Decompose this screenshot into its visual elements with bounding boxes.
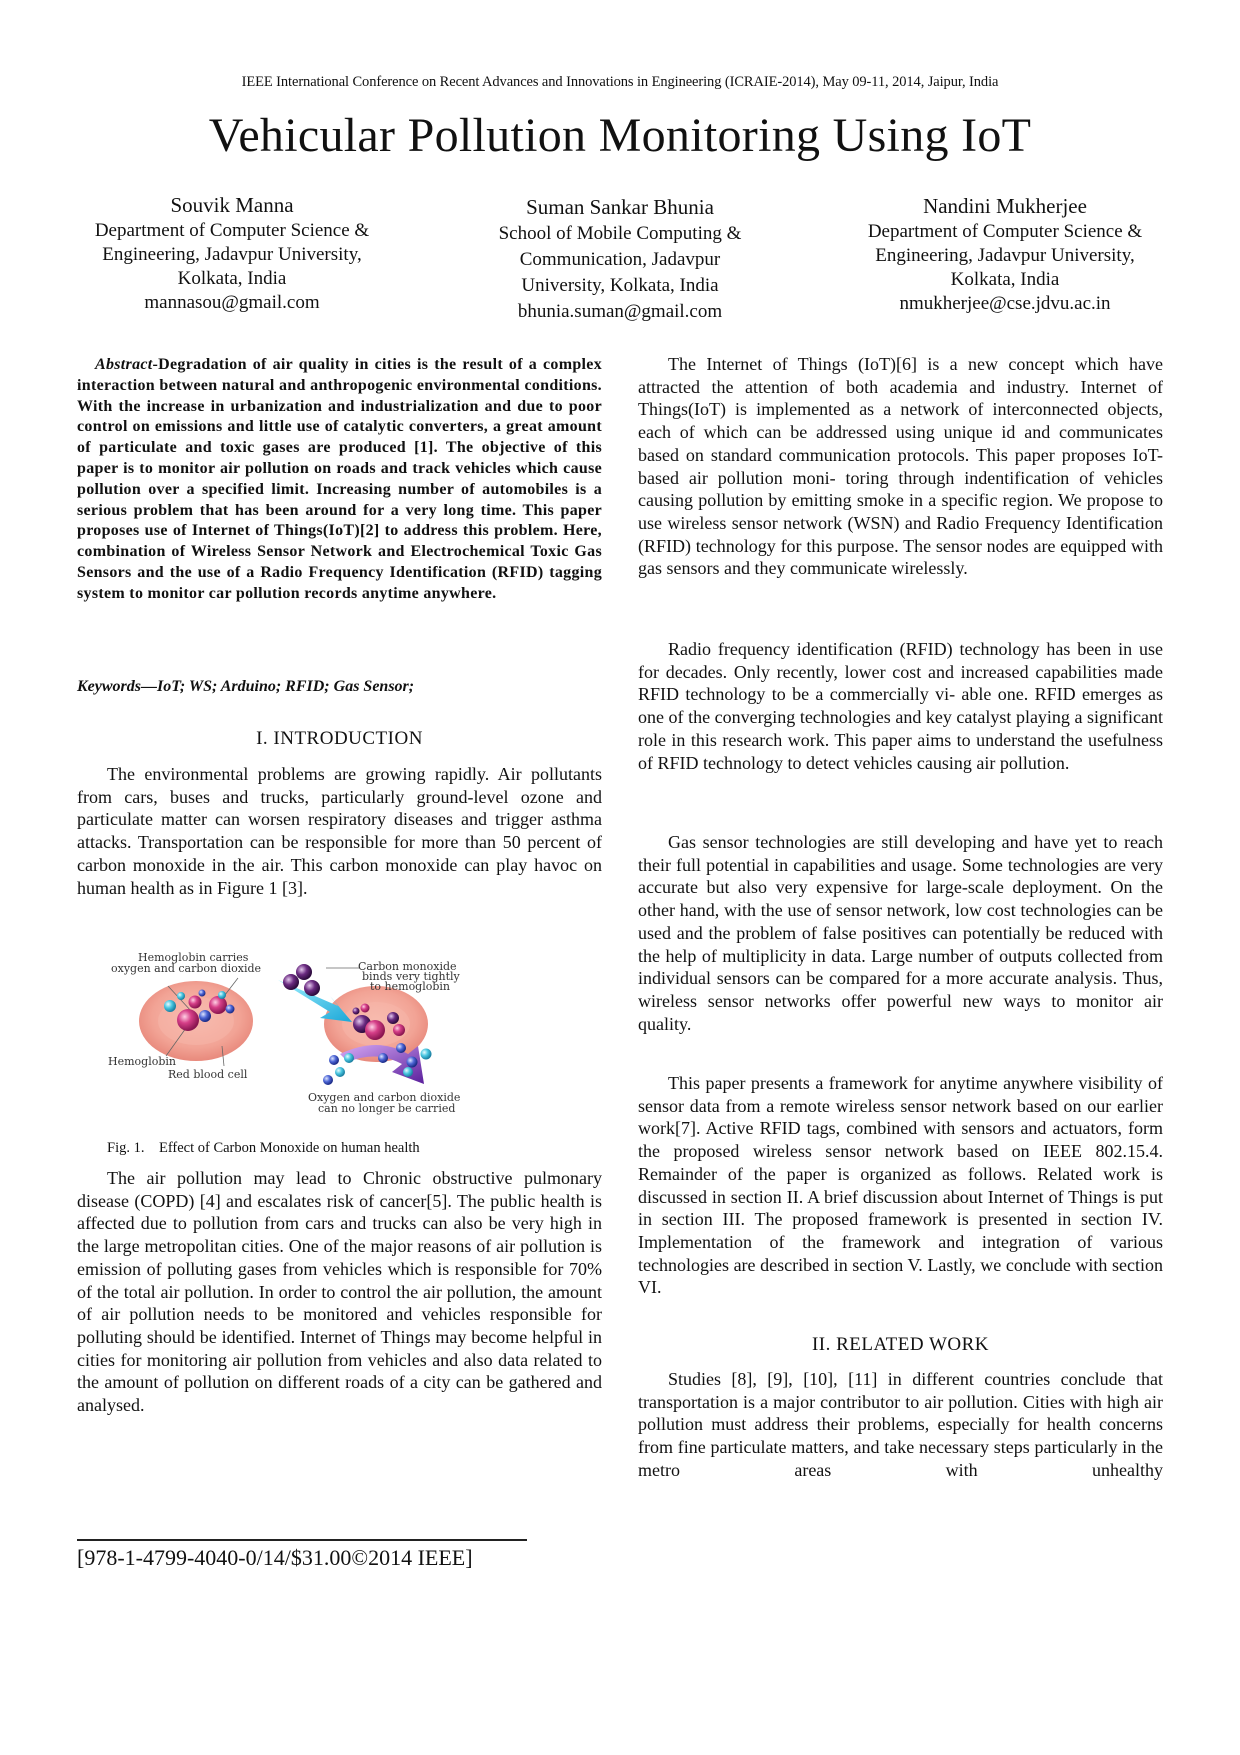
author-name: Souvik Manna (170, 193, 294, 217)
label-can-no-longer-carried: can no longer be carried (318, 1102, 456, 1115)
section-heading-related-work: II. RELATED WORK (811, 1334, 990, 1355)
author-affiliation: Engineering, Jadavpur University, (102, 244, 362, 265)
author-email: bhunia.suman@gmail.com (517, 301, 723, 322)
author-affiliation: Department of Computer Science & (94, 220, 370, 241)
paragraph-text: This paper presents a framework for anytime anywhere visibility of sensor data from a remote wireless sensor network based on our earlier work[7]. Active RFID tags, combined with sensors and actuators, form the proposed wireless sensor network based on IEEE 802.15.4. Remainder of the paper is organized as follows. Related work is discussed in section II. A brief discussion about Internet of Things is put in section III. The proposed framework is presented in section IV. Implementation of the framework and integration of various technologies are described in section V. Lastly, we conclude with section VI. (638, 1073, 1163, 1298)
abstract (77, 355, 602, 605)
author-affiliation: Kolkata, India (177, 268, 287, 289)
author-affiliation: Department of Computer Science & (867, 221, 1143, 242)
figure-caption-text: Effect of Carbon Monoxide on human health (158, 1140, 420, 1156)
right-paragraph-1 (638, 353, 1163, 580)
figure-number: Fig. 1. (107, 1140, 145, 1156)
author-affiliation: School of Mobile Computing & (498, 223, 742, 244)
author-block (835, 193, 1175, 316)
copyright-footer: [978-1-4799-4040-0/14/$31.00©2014 IEEE] (77, 1545, 473, 1570)
author-affiliation: Kolkata, India (950, 269, 1060, 290)
label-hemoglobin: Hemoglobin (108, 1055, 176, 1068)
section-heading-introduction: I. INTRODUCTION (256, 728, 423, 749)
author-name: Suman Sankar Bhunia (526, 195, 714, 219)
related-paragraph-1 (638, 1368, 1163, 1482)
intro-paragraph-1 (77, 763, 602, 899)
label-oxygen-co2-no-longer: Oxygen and carbon dioxide (308, 1091, 461, 1104)
conference-header: IEEE International Conference on Recent Advances and Innovations in Engineering (ICRAIE-2014), May 09-11, 2014, Jaipur, India (241, 74, 999, 90)
paragraph-text: The environmental problems are growing rapidly. Air pollutants from cars, buses and trucks, particularly ground-level ozone and particulate matter can worsen respiratory diseases and trigger asthma attacks. Transportation can be responsible for more than 50 percent of carbon monoxide in the air. This carbon monoxide can play havoc on human health as in Figure 1 [3]. (77, 764, 602, 898)
abstract-lead: Abstract (95, 356, 153, 373)
author-email: nmukherjee@cse.jdvu.ac.in (899, 293, 1111, 314)
paragraph-text: Radio frequency identification (RFID) technology has been in use for decades. Only recently, lower cost and increased capabilities made RFID technology to be a commercially vi- able one. RFID emerges as one of the converging technologies and key catalyst playing a significant role in this research work. This paper aims to understand the usefulness of RFID technology to detect vehicles causing air pollution. (638, 639, 1163, 773)
label-red-blood-cell: Red blood cell (168, 1068, 248, 1081)
normal-red-blood-cell (139, 978, 253, 1066)
paragraph-text: Gas sensor technologies are still developing and have yet to reach their full potential in capabilities and usage. Some technologies are very accurate but also very expensive for large-scale deployment. On the other hand, with the use of sensor network, low cost technologies can be used and the problem of false positives can potentially be reduced with the help of multiplicity in data. Large number of outputs collected from individual sensors can be compared for a more accurate analysis. Thus, wireless sensor networks offer powerful new ways to monitor air quality. (638, 832, 1163, 1034)
label-to-hemoglobin: to hemoglobin (370, 980, 451, 993)
intro-paragraph-2 (77, 1167, 602, 1417)
label-hemoglobin-carries: Hemoglobin carries (138, 951, 249, 964)
label-carbon-monoxide: Carbon monoxide (358, 960, 457, 973)
paper-title: Vehicular Pollution Monitoring Using IoT (208, 109, 1032, 162)
author-affiliation: University, Kolkata, India (521, 275, 719, 296)
paragraph-text: Studies [8], [9], [10], [11] in different countries conclude that transportation is a major contributor to air pollution. Cities with high air pollution must address their problems, especially for health concerns from fine particulate matters, and take necessary steps particularly in the metro areas with unhealthy (638, 1369, 1163, 1480)
keywords: Keywords—IoT; WS; Arduino; RFID; Gas Sensor; (77, 678, 415, 695)
author-email: mannasou@gmail.com (144, 292, 320, 313)
author-affiliation: Communication, Jadavpur (519, 249, 721, 270)
label-binds-tightly: binds very tightly (362, 970, 460, 983)
abstract-text: -Degradation of air quality in cities is the result of a complex interaction between natural and anthropogenic environmental conditions. With the increase in urbanization and industrialization and due to poor control on emissions and little use of catalytic converters, a great amount of particulate and toxic gases are produced [1]. The objective of this paper is to monitor air pollution on roads and track vehicles which cause pollution over a specified limit. Increasing number of automobiles is a serious problem that has been around for a very long time. This paper proposes use of Internet of Things(IoT)[2] to address this problem. Here, combination of Wireless Sensor Network and Electrochemical Toxic Gas Sensors and the use of a Radio Frequency Identification (RFID) tagging system to monitor car pollution records anytime anywhere. (77, 356, 602, 602)
author-affiliation: Engineering, Jadavpur University, (875, 245, 1135, 266)
right-paragraph-4 (638, 1072, 1163, 1299)
author-name: Nandini Mukherjee (923, 194, 1087, 218)
author-block (460, 194, 780, 325)
label-oxygen-co2: oxygen and carbon dioxide (111, 962, 262, 975)
paragraph-text: The Internet of Things (IoT)[6] is a new concept which have attracted the attention of both academia and industry. Internet of Things(IoT) is implemented as a network of interconnected objects, each of which can be addressed using unique id and communicates based on standard communication protocols. This paper proposes IoT-based air pollution moni- toring through indentification of vehicles causing pollution by emitting smoke in a specific region. We propose to use wireless sensor network (WSN) and Radio Frequency Identification (RFID) technology for this purpose. The sensor nodes are equipped with gas sensors and they communicate wirelessly. (638, 354, 1163, 579)
right-paragraph-2 (638, 638, 1163, 774)
right-paragraph-3 (638, 831, 1163, 1035)
author-block (62, 192, 402, 315)
figure-caption (107, 1140, 420, 1157)
figure-carbon-monoxide (108, 948, 478, 1118)
paragraph-text: The air pollution may lead to Chronic obstructive pulmonary disease (COPD) [4] and escalates risk of cancer[5]. The public health is affected due to pollution from cars and trucks can also be very high in the large metropolitan cities. One of the major reasons of air pollution is emission of polluting gases from vehicles which is responsible for 70% of the total air pollution. In order to control the air pollution, the amount of air pollution needs to be monitored and vehicles responsible for polluting should be identified. Internet of Things may become helpful in cities for monitoring air pollution from vehicles and also data related to the amount of pollution on different roads of a city can be gathered and analysed. (77, 1168, 602, 1416)
footnote-rule (77, 1539, 527, 1541)
